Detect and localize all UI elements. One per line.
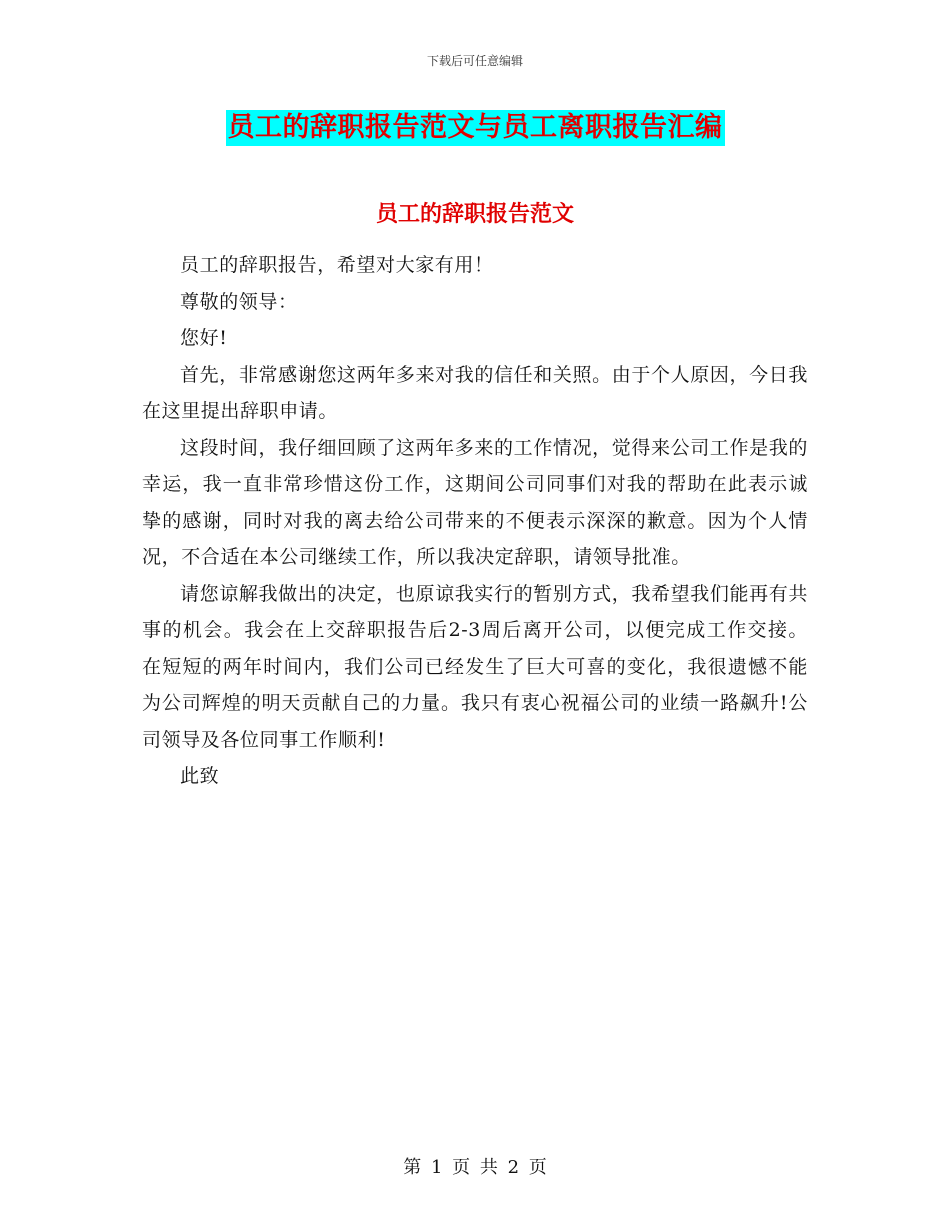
paragraph-understanding: 请您谅解我做出的决定，也原谅我实行的暂别方式，我希望我们能再有共事的机会。我会在上交辞职报告后2-3周后离开公司，以便完成工作交接。 在短短的两年时间内，我们公司已经发生了巨大可喜的变化，我很遗憾不能为公司辉煌的明天贡献自己的力量。我只有衷心祝福公司的业绩一路飙升!公司领导及各位同事工作顺利! <box>142 582 808 751</box>
section-title: 员工的辞职报告范文 <box>375 202 574 227</box>
document-title-container <box>0 110 950 146</box>
header-note: 下载后可任意编辑 <box>426 54 523 68</box>
page-footer: 第 1 页 共 2 页 <box>403 1157 547 1178</box>
paragraph-thanks: 首先，非常感谢您这两年多来对我的信任和关照。由于个人原因，今日我在这里提出辞职申请。 <box>142 363 808 422</box>
paragraph-intro: 员工的辞职报告，希望对大家有用！ <box>180 254 494 276</box>
paragraph-closing: 此致 <box>180 765 220 787</box>
paragraph-salutation: 尊敬的领导： <box>180 290 298 313</box>
document-body <box>142 247 808 795</box>
paragraph-greeting: 您好! <box>180 327 228 349</box>
document-title: 员工的辞职报告范文与员工离职报告汇编 <box>226 110 725 146</box>
paragraph-reflection: 这段时间，我仔细回顾了这两年多来的工作情况，觉得来公司工作是我的幸运，我一直非常珍惜这份工作，这期间公司同事们对我的帮助在此表示诚挚的感谢，同时对我的离去给公司带来的不便表示深深的歉意。因为个人情况，不合适在本公司继续工作，所以我决定辞职，请领导批准。 <box>142 436 808 568</box>
